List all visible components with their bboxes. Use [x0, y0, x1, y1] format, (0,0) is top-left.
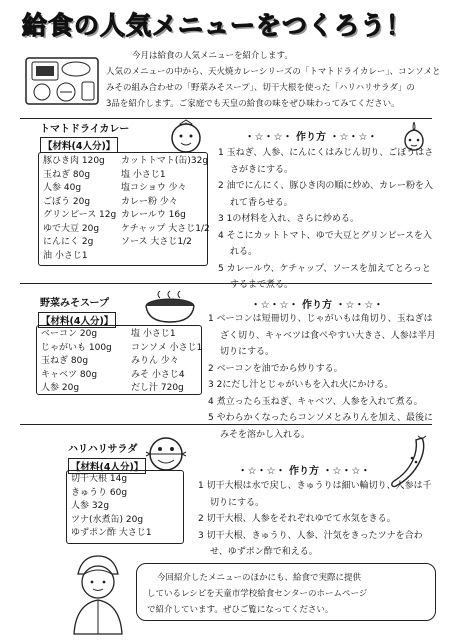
tomato-character-icon [168, 118, 204, 154]
steps-list-salad [198, 478, 438, 561]
ingredients-list [71, 473, 179, 541]
ingredient-item: コンソメ 小さじ1 [131, 342, 203, 353]
note-line: で紹介しています。ぜひご覧になってください。 [147, 605, 334, 615]
recipe-step: 3 切干大根、きゅうり、人参、汁気をきったツナを合わせ、ゆずポン酢で和える。 [198, 530, 423, 557]
section-divider [20, 283, 432, 284]
steps-heading-salad: ・☆・☆・ 作り方 ・☆・☆・ [237, 466, 371, 477]
materials-heading-soup: 【材料(4人分)】 [38, 312, 116, 328]
ingredients-grid [43, 155, 210, 263]
intro-text [106, 48, 446, 112]
ingredient-item: 玉ねぎ 80g [43, 169, 91, 180]
materials-heading-salad: 【材料(4人分)】 [68, 458, 146, 474]
recipe-step: 4 煮立ったら玉ねぎ、キャベツ、人参を入れて煮る。 [208, 396, 423, 407]
ingredient-item: ソース 大さじ1/2 [121, 237, 192, 247]
intro-line: 3品を紹介します。ご家庭でも天皇の給食の味をぜひ味わってみてください。 [106, 99, 400, 109]
note-line: 今回紹介したメニューのほかにも、給食で実際に提供 [157, 573, 362, 583]
recipe-step: 4 そこにカットトマト、ゆで大豆とグリンピースを入れる。 [218, 230, 432, 257]
section-divider [20, 118, 432, 119]
ingredient-item: 人参 40g [43, 183, 82, 193]
recipe-step: 5 カレールウ、ケチャップ、ソースを加えてとろっとするまで煮る。 [218, 263, 431, 290]
ingredient-item: ケチャップ 大さじ1/2 [121, 223, 210, 234]
ingredients-box-soup [36, 325, 202, 395]
ingredient-item: 豚ひき肉 120g [43, 156, 105, 166]
ingredient-item: キャベツ 80g [41, 369, 98, 380]
ingredient-item: だし汁 720g [131, 383, 184, 393]
recipe-step: 3 2にだし汁とじゃがいもを入れ火にかける。 [208, 380, 394, 390]
ingredient-item: ベーコン 20g [41, 329, 98, 339]
ingredient-item: カレー粉 少々 [121, 196, 178, 207]
note-line: しているレシピを天童市学校給食センターのホームページ [147, 589, 368, 599]
lunch-tray-illustration [24, 52, 102, 108]
ingredient-item: ごぼう 20g [43, 196, 91, 207]
ingredients-box-salad [66, 470, 184, 544]
ingredient-item: カットトマト(缶)32g [121, 156, 209, 166]
steps-heading-soup: ・☆・☆・ 作り方 ・☆・☆・ [250, 300, 384, 311]
recipe-step: 2 油でにんにく、豚ひき肉の順に炒め、カレー粉を入れて香らせる。 [218, 181, 434, 208]
ingredient-item [121, 250, 210, 264]
section-divider [20, 424, 432, 425]
nutritionist-illustration [58, 552, 138, 636]
recipe-step: 1 ベーコンは短冊切り、じゃがいもは角切り、玉ねぎはざく切り、キャベツは食べやすい大きさ、人参は半月切りにする。 [208, 314, 436, 357]
recipe-step: 2 切干大根、人参をそれぞれゆでて水気をきる。 [198, 514, 396, 524]
recipe-step: 3 1の材料を入れ、さらに炒める。 [218, 214, 359, 224]
dish-title-soup: 野菜みそスープ [40, 298, 109, 309]
ingredient-item: グリンピース 12g [43, 210, 117, 220]
intro-line: 人気のメニューの中から、天火焼カレーシリーズの「トマトドライカレー」、コンソメと [106, 67, 441, 77]
ingredient-item: 油 小さじ1 [43, 250, 88, 261]
ingredient-item: ツナ(水煮缶) 20g [71, 514, 144, 525]
ingredients-grid [41, 328, 203, 396]
materials-heading-curry: 【材料(4人分)】 [40, 137, 118, 153]
recipe-step: 1 切干大根は水で戻し、きゅうりは細い輪切り、人参は千切りにする。 [198, 481, 432, 508]
ingredient-item: 人参 20g [41, 383, 80, 393]
ingredient-item: きゅうり 60g [71, 487, 128, 498]
ingredient-item: 玉ねぎ 80g [41, 356, 89, 366]
ingredient-item: 人参 32g [71, 501, 110, 511]
steps-list-curry [218, 145, 438, 294]
ingredient-item: 塩 小さじ1 [121, 169, 166, 180]
recipe-step: 5 やわらかくなったらコンソメとみりんを加え、最後にみそを溶かし入れる。 [208, 413, 433, 440]
ingredient-item: カレールウ 16g [121, 210, 186, 220]
recipe-step: 2 ベーコンを油でから炒りする。 [208, 363, 343, 374]
soup-bowl-icon [142, 290, 198, 324]
ingredient-item: みそ 小さじ4 [131, 369, 185, 380]
recipe-step: 1 玉ねぎ、人参、にんにくはみじん切り、ごぼうはささがきにする。 [218, 148, 434, 175]
ingredient-item: じゃがいも 100g [41, 342, 112, 353]
ingredient-item: 塩 小さじ1 [131, 329, 176, 339]
info-note-bubble [136, 563, 436, 621]
dish-title-salad: ハリハリサラダ [68, 444, 138, 455]
intro-line: みその組み合わせの「野菜みそスープ」、切干大根を使った「ハリハリサラダ」の [106, 83, 415, 93]
page-title: 給食の人気メニューをつくろう！ [22, 11, 413, 40]
ingredient-item: みりん 少々 [131, 356, 179, 366]
ingredient-item: 切干大根 14g [71, 474, 128, 484]
ingredients-box-curry [38, 152, 208, 266]
ingredient-item: ゆずポン酢 大さじ1 [71, 528, 152, 538]
steps-heading-curry: ・☆・☆・ 作り方 ・☆・☆・ [244, 132, 378, 143]
ingredient-item: 塩コショウ 少々 [121, 183, 187, 193]
ingredient-item: にんにく 2g [43, 237, 94, 247]
dish-title-curry: トマトドライカレー [40, 124, 130, 135]
intro-line: 今月は給食の人気メニューを紹介します。 [132, 51, 293, 61]
ingredient-item: ゆで大豆 20g [43, 223, 100, 234]
